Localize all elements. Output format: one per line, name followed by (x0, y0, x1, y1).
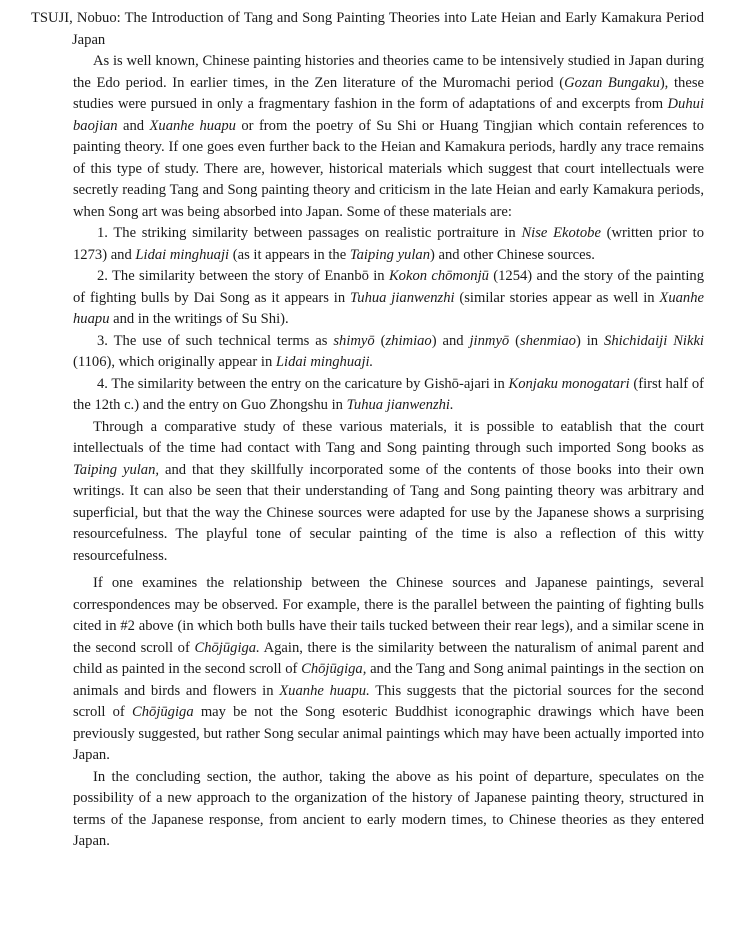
text-run: or from the poetry of Su Shi or Huang Tingjian which contain references to painting theory. If one goes even further back to the Heian and Kamakura periods, hardly any trace remains of this type of study. There are, however, historical materials which suggest that court intellectuals were secretly reading Tang and Song painting theory and criticism in the late Heian and early Kamakura periods, when Song art was being absorbed into Japan. Some of these materials are: (73, 117, 704, 220)
italic-title: Duhui baojian (73, 96, 704, 134)
body-paragraph (73, 767, 704, 853)
text-run: and (117, 117, 150, 134)
italic-title: Chōjūgiga (132, 704, 194, 720)
italic-title: jinmyō (469, 332, 510, 349)
text-run: ) in (575, 332, 605, 349)
body-paragraph (73, 573, 704, 767)
text-run: This suggests that the pictorial sources for the second scroll of (73, 682, 704, 720)
text-run: ), these studies were pursued in only a fragmentary fashion in the form of adaptations of and excerpts from (73, 74, 704, 112)
text-run: As is well known, Chinese painting histories and theories came to be intensively studied in Japan during the Edo period. In earlier times, in the Zen literature of the Muromachi period ( (73, 53, 704, 91)
text-run: If one examines the relationship between the Chinese sources and Japanese paintings, several correspondences may be observed. For example, there is the parallel between the painting of fighting bulls cited in #2 above (in which both bulls have their tails tucked between their rear legs), and a similar scene in the second scroll of (73, 575, 704, 656)
text-run: (written prior to 1273) and (73, 225, 704, 263)
list-item-paragraph (73, 374, 704, 417)
text-run: may be not the Song esoteric Buddhist iconographic drawings which have been previously suggested, but rather Song secular animal paintings which may have been actually imported into Japan. (73, 704, 704, 763)
text-run: ( (509, 332, 521, 349)
italic-title: shimyō (333, 332, 375, 349)
text-run: and in the writings of Su Shi). (109, 311, 289, 327)
italic-title: Taiping yulan, (73, 461, 160, 478)
text-run: (1254) and the story of the painting of fighting bulls by Dai Song as it appears in (73, 268, 704, 306)
article-title: TSUJI, Nobuo: The Introduction of Tang and Song Painting Theories into Late Heian and Early Kamakura Period Japan (31, 10, 704, 48)
text-run: and the Tang and Song animal paintings in the section on animals and birds and flowers in (73, 661, 704, 699)
italic-title: Tuhua jianwenzhi (349, 289, 455, 306)
text-run: and that they skillfully incorporated some of the contents of those books into their own writings. It can also be seen that their understanding of Tang and Song painting theory was arbitrary and superficial, but that the way the Chinese sources were adapted for use by the Japanese shows a surprising resourcefulness. The playful tone of secular painting of the time is also a reflection of this witty resourcefulness. (73, 461, 705, 564)
text-run: 1. The striking similarity between passages on realistic portraiture in (97, 225, 522, 241)
italic-title: Gozan Bungaku (564, 74, 660, 91)
text-run: (first half of the 12th c.) and the entry on Guo Zhongshu in (73, 375, 704, 413)
text-run: Again, there is the similarity between the naturalism of animal parent and child as painted in the second scroll of (73, 639, 704, 677)
text-run: 4. The similarity between the entry on the caricature by Gishō-ajari in (97, 375, 509, 392)
text-run: ) and (431, 332, 470, 349)
text-run: (similar stories appear as well in (454, 289, 660, 306)
italic-title: Konjaku monogatari (508, 375, 630, 392)
body-paragraph (73, 51, 704, 223)
italic-title: Chōjūgiga, (301, 661, 367, 677)
italic-title: Xuanhe huapu (73, 289, 704, 327)
italic-title: Kokon chōmonjū (388, 268, 489, 284)
italic-title: Shichidaiji Nikki (604, 332, 704, 349)
text-run: (as it appears in the (229, 246, 350, 263)
text-run: Through a comparative study of these various materials, it is possible to eatablish that the court intellectuals of the time had contact with Tang and Song painting through such imported Song books as (73, 418, 704, 456)
list-item-paragraph (73, 331, 704, 374)
italic-title: Nise Ekotobe (521, 225, 601, 241)
list-item-paragraph (73, 223, 704, 266)
italic-title: Taiping yulan (349, 246, 430, 263)
body-paragraph (73, 417, 704, 568)
text-run: 2. The similarity between the story of Enanbō in (97, 268, 389, 284)
text-run: 3. The use of such technical terms as (97, 332, 334, 349)
text-run: ( (374, 332, 386, 349)
text-run: ) and other Chinese sources. (430, 246, 595, 263)
text-run: (1106), which originally appear in (73, 354, 276, 370)
italic-title: Xuanhe huapu (149, 117, 236, 134)
italic-title: Chōjūgiga. (194, 639, 260, 656)
italic-title: shenmiao (520, 332, 576, 349)
list-item-paragraph (73, 266, 704, 331)
italic-title: Lidai minghuaji. (275, 354, 374, 370)
text-run: In the concluding section, the author, taking the above as his point of departure, speculates on the possibility of a new approach to the organization of the history of Japanese painting theory, structured in terms of the Japanese response, from ancient to early modern times, to Chinese theories as they entered Japan. (73, 768, 704, 849)
article-body (31, 51, 704, 853)
italic-title: zhimiao (385, 332, 432, 349)
italic-title: Xuanhe huapu. (279, 682, 370, 699)
italic-title: Lidai minghuaji (135, 246, 230, 263)
italic-title: Tuhua jianwenzhi. (346, 397, 454, 413)
